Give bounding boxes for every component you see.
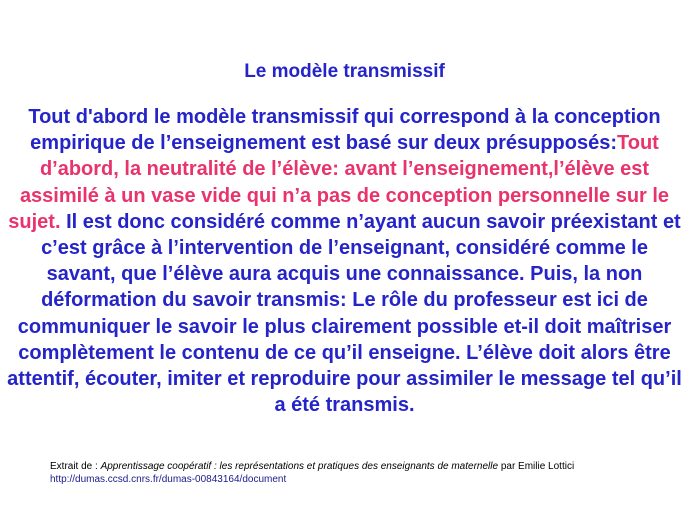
citation-work-title: Apprentissage coopératif : les représentations et pratiques des enseignants de maternelle <box>100 461 499 472</box>
body-intro-text: Tout d'abord le modèle transmissif qui correspond à la conception empirique de l’enseignement est basé sur deux présupposés: <box>28 106 661 155</box>
body-continuation-text: Il est donc considéré comme n’ayant aucun savoir préexistant et c’est grâce à l’intervention de l’enseignant, considéré comme le savant, que l’élève aura acquis une connaissance. Puis, la non déformation du savoir transmis: Le rôle du professeur est ici de communiquer le savoir le plus clairement possible et-il doit maîtriser complètement le contenu de ce qu’il enseigne. L’élève doit alors être attentif, écouter, imiter et reproduire pour assimiler le message tel qu’il a été transmis. <box>7 210 682 417</box>
citation-author: par Emilie Lottici <box>498 461 575 472</box>
citation-url[interactable]: http://dumas.ccsd.cnrs.fr/dumas-00843164/document <box>50 473 287 485</box>
slide-body <box>6 104 683 418</box>
citation-prefix: Extrait de : <box>50 461 101 472</box>
slide-title: Le modèle transmissif <box>244 61 445 82</box>
source-citation <box>50 461 650 486</box>
body-highlight-text: Tout d’abord, la neutralité de l’élève: avant l’enseignement,l’élève est assimilé à un vase vide qui n’a pas de conception personnelle sur le sujet. <box>8 132 670 233</box>
